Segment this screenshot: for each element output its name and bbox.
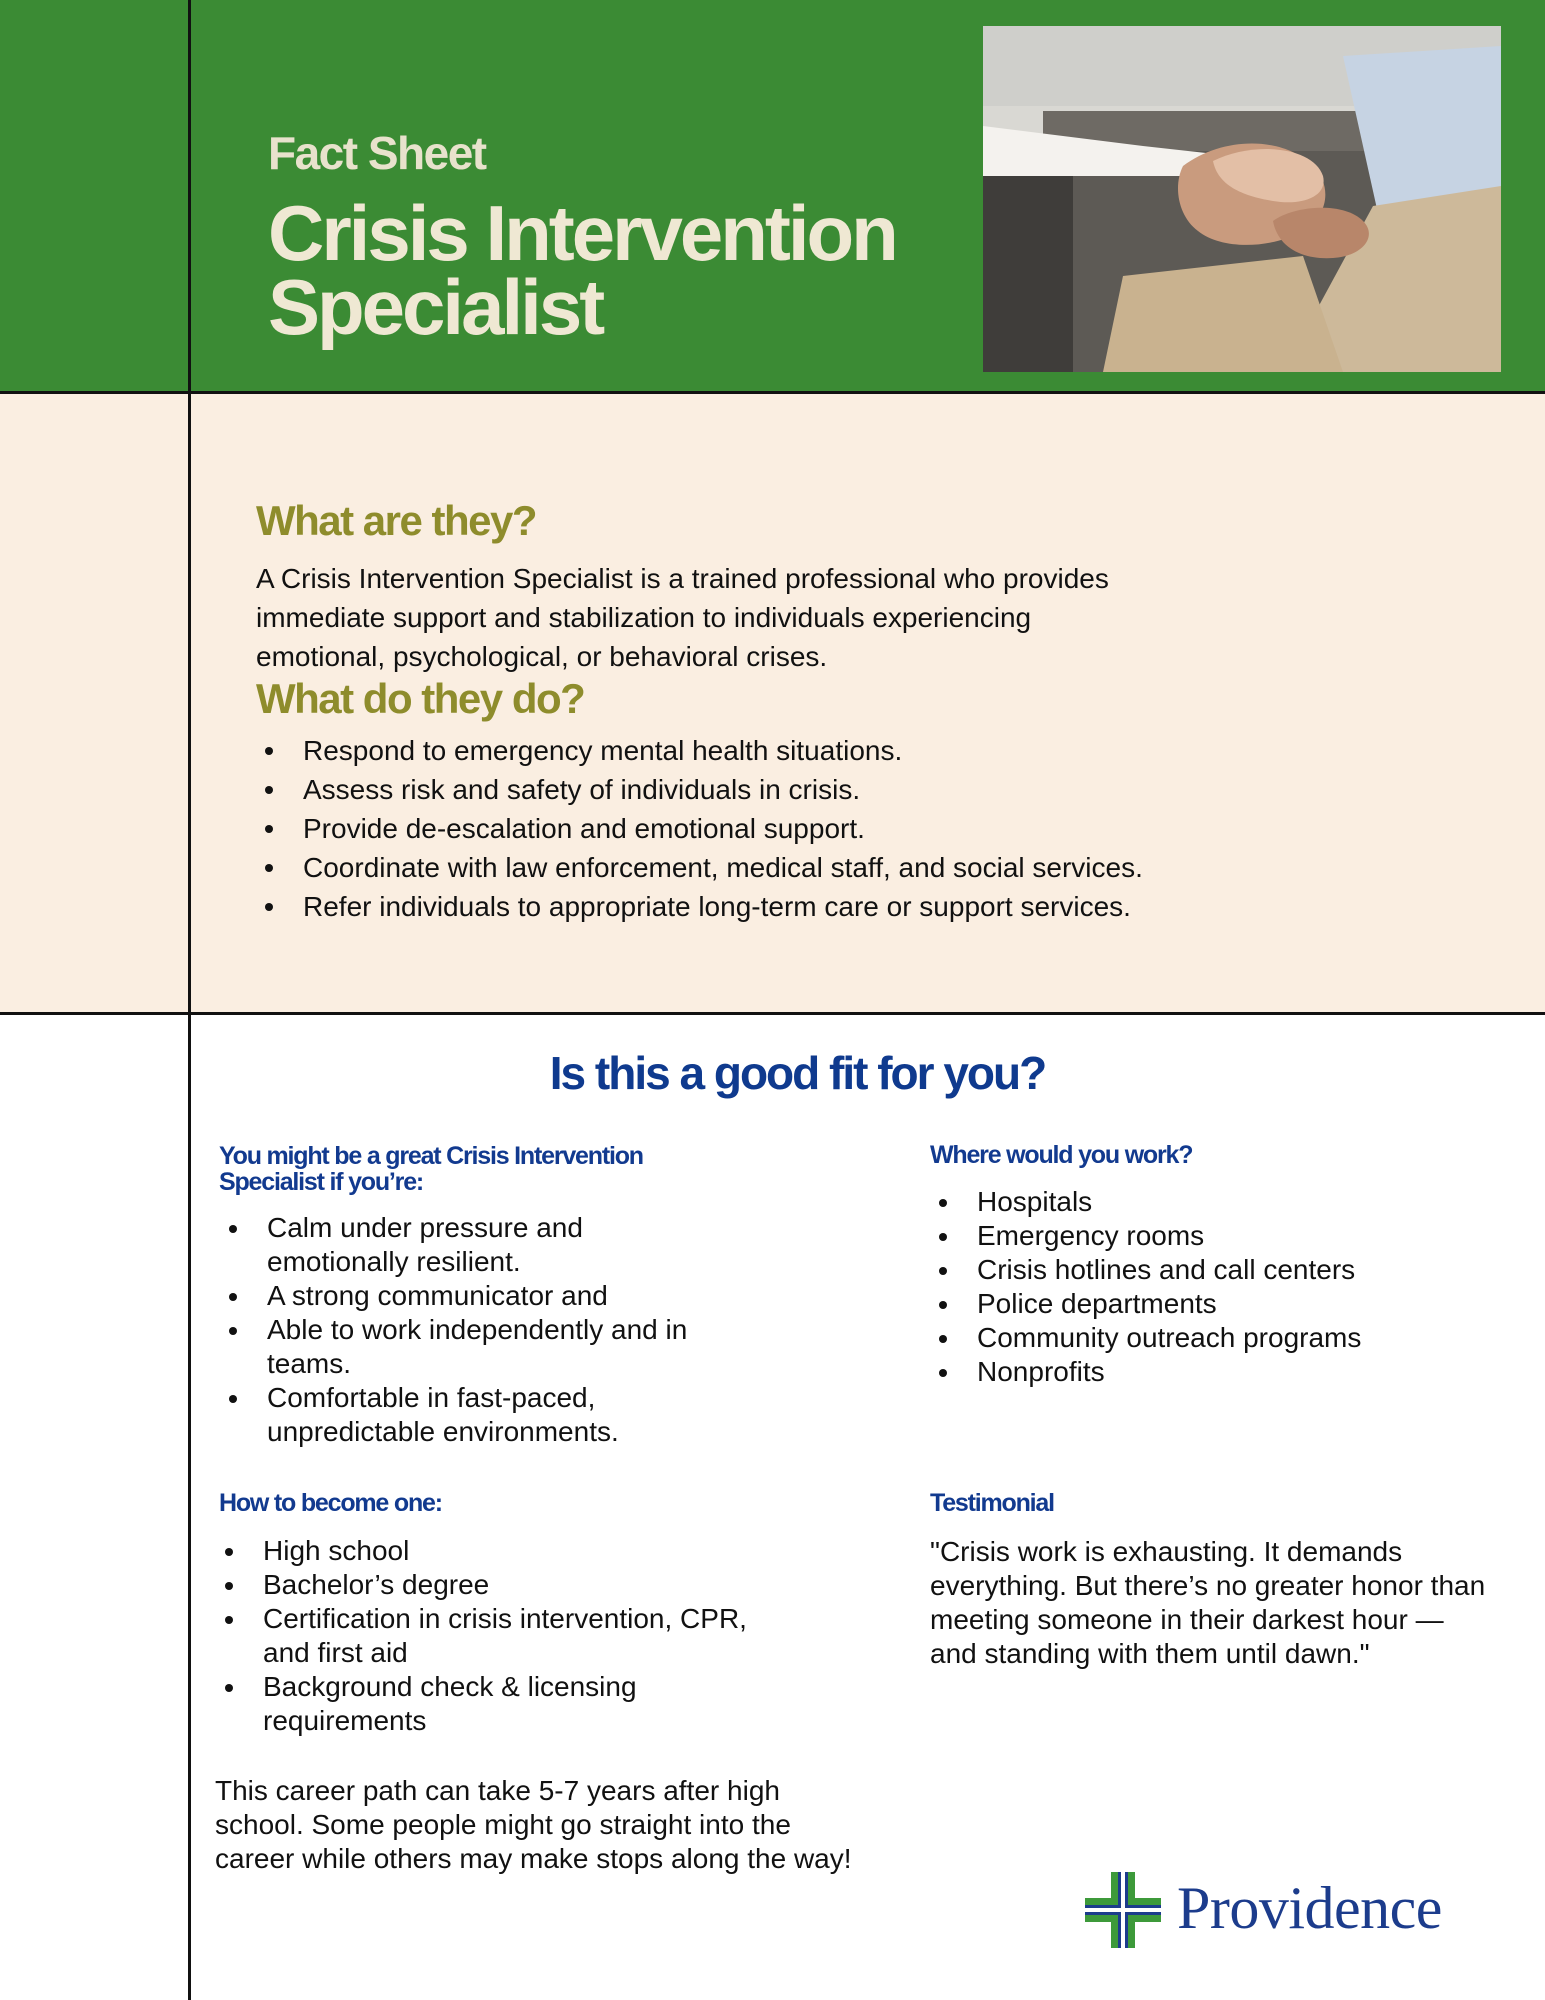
list-item: Nonprofits (929, 1355, 1489, 1389)
traits-list (219, 1211, 779, 1449)
testimonial-quote: "Crisis work is exhausting. It demands everything. But there’s no greater honor than meeting someone in their darkest hour — and standing with them until dawn." (930, 1536, 1486, 1669)
what-do-they-do-heading: What do they do? (256, 675, 585, 722)
vertical-rule (188, 0, 191, 2000)
how-to-heading: How to become one: (219, 1489, 442, 1517)
workplaces-list (929, 1185, 1489, 1389)
divider-middle (0, 1012, 1545, 1015)
divider-top (0, 391, 1545, 394)
list-item: Calm under pressure and emotionally resilient. (219, 1211, 639, 1279)
list-item: Refer individuals to appropriate long-term care or support services. (255, 887, 1145, 926)
page-title: Crisis Intervention Specialist (268, 189, 896, 351)
cross-logo-icon (1085, 1872, 1161, 1948)
list-item: Crisis hotlines and call centers (929, 1253, 1489, 1287)
list-item: Coordinate with law enforcement, medical staff, and social services. (255, 848, 1145, 887)
list-item: Comfortable in fast-paced, unpredictable environments. (219, 1381, 679, 1449)
providence-logo (1085, 1870, 1485, 1950)
what-are-they-line-2: immediate support and stabilization to individuals experiencing (256, 602, 1032, 633)
list-item: Respond to emergency mental health situations. (255, 731, 1155, 770)
list-item: Able to work independently and in teams. (219, 1313, 764, 1381)
what-are-they-heading: What are they? (256, 497, 537, 544)
what-are-they-line-1: A Crisis Intervention Specialist is a trained professional who provides (256, 563, 1109, 594)
workplaces-heading: Where would you work? (930, 1141, 1193, 1169)
logo-wordmark: Providence (1177, 1875, 1442, 1941)
good-fit-heading: Is this a good fit for you? (549, 1047, 1046, 1099)
list-item: High school (215, 1534, 795, 1568)
list-item: Bachelor’s degree (215, 1568, 795, 1602)
duties-list (255, 731, 1155, 926)
list-item: Police departments (929, 1287, 1489, 1321)
career-path-note: This career path can take 5-7 years after high school. Some people might go straight into the career while others may make stops along the way! (215, 1775, 852, 1874)
list-item: Background check & licensing requirements (215, 1670, 695, 1738)
traits-heading: You might be a great Crisis Intervention Specialist if you’re: (219, 1142, 643, 1196)
list-item: Community outreach programs (929, 1321, 1489, 1355)
hands-photo (983, 26, 1501, 372)
list-item: Assess risk and safety of individuals in crisis. (255, 770, 1155, 809)
what-are-they-line-3: emotional, psychological, or behavioral crises. (256, 641, 828, 672)
list-item: Provide de-escalation and emotional support. (255, 809, 1155, 848)
how-to-list (215, 1534, 795, 1738)
list-item: Hospitals (929, 1185, 1489, 1219)
list-item: A strong communicator and (219, 1279, 779, 1313)
list-item: Certification in crisis intervention, CPR, and first aid (215, 1602, 785, 1670)
hands-photo-illustration (983, 26, 1501, 372)
fact-sheet-label: Fact Sheet (268, 127, 486, 179)
testimonial-heading: Testimonial (930, 1489, 1054, 1517)
list-item: Emergency rooms (929, 1219, 1489, 1253)
